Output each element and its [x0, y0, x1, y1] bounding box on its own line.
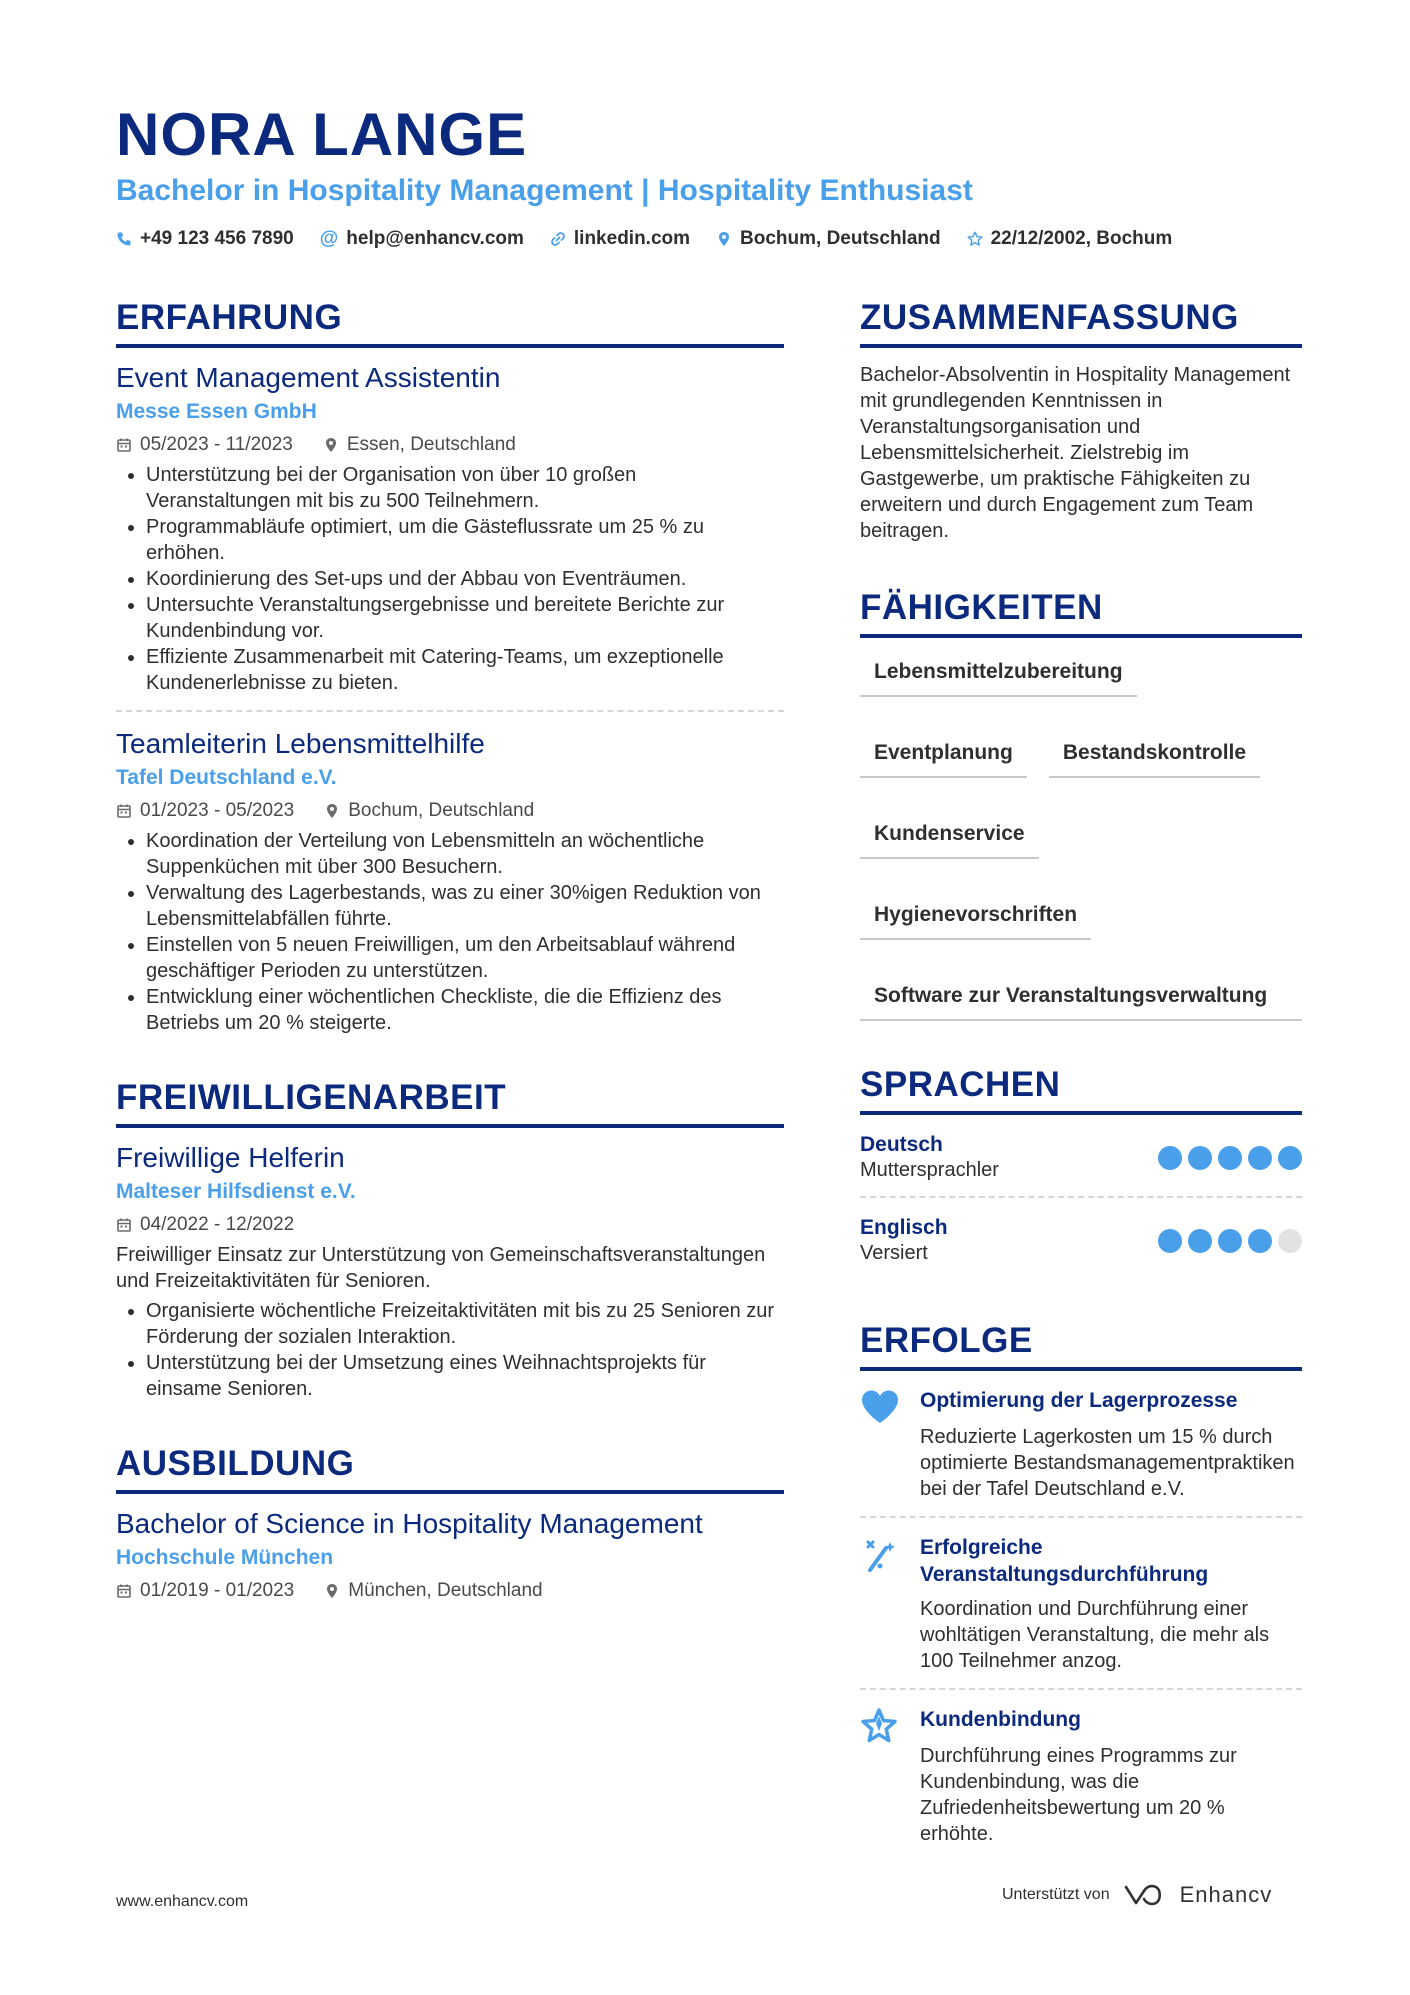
- achievement-title: Kundenbindung: [920, 1708, 1081, 1731]
- languages-heading: SPRACHEN: [860, 1065, 1302, 1115]
- education-meta: [116, 1580, 784, 1602]
- achievement-item: [860, 1387, 1302, 1502]
- achievement-description: Koordination und Durchführung einer wohltätigen Veranstaltung, die mehr als 100 Teilnehmer anzog.: [920, 1598, 1270, 1672]
- language-item: [860, 1212, 1302, 1277]
- volunteer-meta: [116, 1214, 784, 1236]
- job-dates: 01/2023 - 05/2023: [140, 800, 295, 821]
- contact-bar: [116, 228, 1316, 250]
- skill-tag: Kundenservice: [860, 814, 1039, 859]
- calendar-icon: [116, 1583, 132, 1599]
- entry-divider: [116, 710, 784, 712]
- summary-section: [860, 298, 1302, 544]
- contact-phone[interactable]: [116, 228, 294, 250]
- education-dates: 01/2019 - 01/2023: [140, 1580, 295, 1601]
- candidate-name: NORA LANGE: [116, 101, 528, 168]
- link-icon: [550, 231, 566, 247]
- rating-dot: [1278, 1229, 1302, 1253]
- heart-icon: [860, 1389, 900, 1425]
- language-name: Deutsch: [860, 1133, 943, 1156]
- school-name: Hochschule München: [116, 1546, 334, 1569]
- footer-website[interactable]: www.enhancv.com: [116, 1893, 249, 1910]
- job-meta: [116, 434, 784, 456]
- left-column: [116, 298, 784, 1608]
- job-bullets: [116, 462, 784, 696]
- enhancv-logo-icon: [1122, 1882, 1168, 1908]
- education-section: [116, 1444, 784, 1602]
- powered-by-text: Unterstützt von: [1002, 1886, 1110, 1903]
- rating-dot: [1188, 1146, 1212, 1170]
- experience-section: [116, 298, 784, 1036]
- contact-email[interactable]: [320, 228, 524, 250]
- company-name: Messe Essen GmbH: [116, 400, 317, 423]
- rating-dot: [1188, 1229, 1212, 1253]
- experience-heading: ERFAHRUNG: [116, 298, 784, 348]
- achievement-description: Durchführung eines Programms zur Kundenbindung, was die Zufriedenheitsbewertung um 20 % erhöhte.: [920, 1745, 1237, 1845]
- calendar-icon: [116, 437, 132, 453]
- volunteer-description: Freiwilliger Einsatz zur Unterstützung von Gemeinschaftsveranstaltungen und Freizeitaktivitäten für Senioren.: [116, 1244, 766, 1292]
- achievement-item: [860, 1706, 1302, 1847]
- job-bullets: [116, 828, 784, 1036]
- education-location: München, Deutschland: [348, 1580, 543, 1601]
- contact-birth: [967, 228, 1173, 250]
- summary-text: Bachelor-Absolventin in Hospitality Management mit grundlegenden Kenntnissen in Veranstaltungsorganisation und Lebensmittelsicherheit. Zielstrebig im Gastgewerbe, um praktische Fähigkeiten zu erweitern und durch Engagement zum Team beitragen.: [860, 364, 1291, 542]
- calendar-icon: [116, 1217, 132, 1233]
- skill-tag: Lebensmittelzubereitung: [860, 652, 1137, 697]
- birth-text: 22/12/2002, Bochum: [990, 228, 1173, 249]
- skills-heading: FÄHIGKEITEN: [860, 588, 1302, 638]
- job-meta: [116, 800, 784, 822]
- location-pin-icon: [323, 437, 339, 453]
- languages-section: [860, 1065, 1302, 1277]
- bullet-item: • Entwicklung einer wöchentlichen Checkliste, die die Effizienz des Betriebs um 20 % steigerte.: [146, 984, 784, 1036]
- linkedin-text: linkedin.com: [573, 228, 691, 249]
- rating-dot: [1158, 1146, 1182, 1170]
- bullet-item: • Koordinierung des Set-ups und der Abbau von Eventräumen.: [146, 566, 784, 592]
- company-name: Tafel Deutschland e.V.: [116, 766, 337, 789]
- bullet-item: • Effiziente Zusammenarbeit mit Catering-Teams, um exzeptionelle Kundenerlebnisse zu bieten.: [146, 644, 784, 696]
- language-divider: [860, 1196, 1302, 1198]
- volunteer-bullets: [116, 1298, 784, 1402]
- bullet-item: • Unterstützung bei der Organisation von über 10 großen Veranstaltungen mit bis zu 500 Teilnehmern.: [146, 462, 784, 514]
- star-icon: [860, 1708, 898, 1744]
- achievements-section: [860, 1321, 1302, 1847]
- language-item: [860, 1129, 1302, 1194]
- rating-dot: [1278, 1146, 1302, 1170]
- skills-section: [860, 588, 1302, 1021]
- language-level: Muttersprachler: [860, 1159, 999, 1181]
- language-name: Englisch: [860, 1216, 948, 1239]
- job-location: Essen, Deutschland: [346, 434, 516, 455]
- location-pin-icon: [324, 1583, 340, 1599]
- experience-entry: [116, 362, 784, 696]
- achievement-title: Optimierung der Lagerprozesse: [920, 1389, 1238, 1412]
- phone-text: +49 123 456 7890: [140, 228, 294, 249]
- resume-header: [116, 92, 1316, 250]
- location-text: Bochum, Deutschland: [740, 228, 941, 249]
- footer-branding: [1002, 1882, 1272, 1908]
- job-location: Bochum, Deutschland: [348, 800, 535, 821]
- achievement-divider: [860, 1516, 1302, 1518]
- achievement-divider: [860, 1688, 1302, 1690]
- bullet-item: • Organisierte wöchentliche Freizeitaktivitäten mit bis zu 25 Senioren zur Förderung der sozialen Interaktion.: [146, 1298, 784, 1350]
- bullet-item: • Unterstützung bei der Umsetzung eines Weihnachtsprojekts für einsame Senioren.: [146, 1350, 784, 1402]
- skill-tag: Bestandskontrolle: [1049, 733, 1260, 778]
- achievement-description: Reduzierte Lagerkosten um 15 % durch optimierte Bestandsmanagementpraktiken bei der Tafel Deutschland e.V.: [920, 1426, 1295, 1500]
- job-title: Teamleiterin Lebensmittelhilfe: [116, 728, 485, 759]
- degree-title: Bachelor of Science in Hospitality Management: [116, 1508, 703, 1539]
- volunteer-org: Malteser Hilfsdienst e.V.: [116, 1180, 356, 1203]
- brand-name: Enhancv: [1179, 1882, 1273, 1907]
- language-rating: [1158, 1146, 1302, 1170]
- bullet-item: • Verwaltung des Lagerbestands, was zu einer 30%igen Reduktion von Lebensmittelabfällen führte.: [146, 880, 784, 932]
- job-dates: 05/2023 - 11/2023: [140, 434, 293, 455]
- rating-dot: [1218, 1229, 1242, 1253]
- bullet-item: • Untersuchte Veranstaltungsergebnisse und bereitete Berichte zur Kundenbindung vor.: [146, 592, 784, 644]
- skills-list: [860, 652, 1302, 1021]
- skill-tag: Eventplanung: [860, 733, 1027, 778]
- language-level: Versiert: [860, 1242, 928, 1264]
- summary-heading: ZUSAMMENFASSUNG: [860, 298, 1302, 348]
- bullet-item: • Programmabläufe optimiert, um die Gästeflussrate um 25 % zu erhöhen.: [146, 514, 784, 566]
- language-rating: [1158, 1229, 1302, 1253]
- location-pin-icon: [324, 803, 340, 819]
- skill-tag: Hygienevorschriften: [860, 895, 1091, 940]
- contact-linkedin[interactable]: [550, 228, 690, 250]
- rating-dot: [1158, 1229, 1182, 1253]
- star-outline-icon: [967, 231, 983, 247]
- achievement-item: [860, 1534, 1302, 1674]
- bullet-item: • Einstellen von 5 neuen Freiwilligen, um den Arbeitsablauf während geschäftiger Perioden zu unterstützen.: [146, 932, 784, 984]
- right-column: [860, 298, 1302, 1847]
- volunteer-heading: FREIWILLIGENARBEIT: [116, 1078, 784, 1128]
- rating-dot: [1218, 1146, 1242, 1170]
- email-text: help@enhancv.com: [346, 228, 524, 249]
- wand-icon: [860, 1536, 898, 1574]
- at-icon: @: [319, 228, 339, 249]
- calendar-icon: [116, 803, 132, 819]
- job-title: Event Management Assistentin: [116, 362, 501, 393]
- volunteer-section: [116, 1078, 784, 1402]
- achievements-heading: ERFOLGE: [860, 1321, 1302, 1371]
- experience-entry: [116, 728, 784, 1036]
- rating-dot: [1248, 1229, 1272, 1253]
- bullet-item: • Koordination der Verteilung von Lebensmitteln an wöchentliche Suppenküchen mit über 300 Besuchern.: [146, 828, 784, 880]
- achievement-title: Erfolgreiche Veranstaltungsdurchführung: [920, 1536, 1209, 1586]
- contact-location: [716, 228, 941, 250]
- location-pin-icon: [716, 231, 732, 247]
- volunteer-dates: 04/2022 - 12/2022: [140, 1214, 295, 1235]
- rating-dot: [1248, 1146, 1272, 1170]
- volunteer-role: Freiwillige Helferin: [116, 1142, 345, 1173]
- skill-tag: Software zur Veranstaltungsverwaltung: [860, 976, 1302, 1021]
- phone-icon: [116, 231, 132, 247]
- education-heading: AUSBILDUNG: [116, 1444, 784, 1494]
- candidate-subtitle: Bachelor in Hospitality Management | Hospitality Enthusiast: [116, 174, 973, 207]
